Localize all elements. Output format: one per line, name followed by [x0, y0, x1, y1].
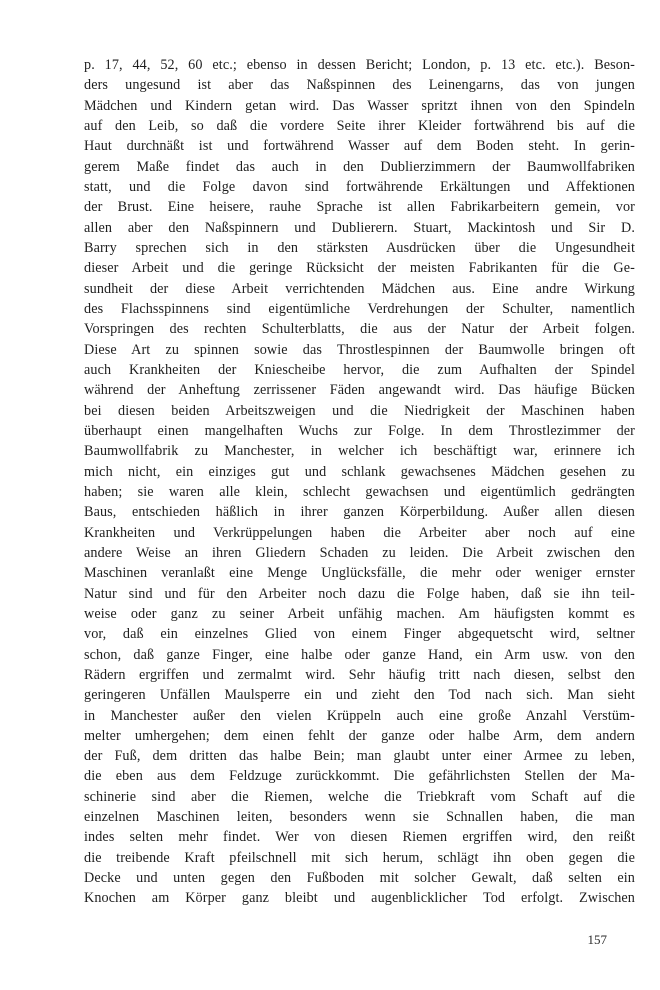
text-line: Diese Art zu spinnen sowie das Throstlespinnen der Baumwolle bringen oft — [84, 341, 635, 358]
text-line: Vorspringen des rechten Schulterblatts, die aus der Natur der Arbeit folgen. — [84, 321, 635, 338]
text-line: p. 17, 44, 52, 60 etc.; ebenso in dessen Bericht; London, p. 13 etc. etc.). Beson- — [84, 57, 635, 73]
text-line: in Manchester außer den vielen Krüppeln auch eine große Anzahl Verstüm- — [84, 707, 635, 724]
text-line: der Brust. Eine heisere, rauhe Sprache ist allen Fabrikarbeitern gemein, vor — [84, 199, 635, 216]
text-line: sundheit der diese Arbeit verrichtenden Mädchen aus. Eine andre Wirkung — [84, 280, 635, 297]
text-line: haben; sie waren alle klein, schlecht gewachsen und eigentümlich gedrängten — [84, 483, 635, 500]
text-block — [84, 55, 635, 909]
text-line: ders ungesund ist aber das Naßspinnen des Leinengarns, das von jungen — [84, 77, 635, 94]
text-line: vor, daß ein einzelnes Glied von einem Finger abgequetscht wird, seltner — [84, 626, 635, 643]
text-line: allen aber den Naßspinnern und Dublierern. Stuart, Mackintosh und Sir D. — [84, 219, 635, 236]
text-line: während der Anheftung zerrissener Fäden angewandt wird. Das häufige Bücken — [84, 382, 635, 399]
text-line: melter umhergehen; dem einen fehlt der ganze oder halbe Arm, dem andern — [84, 727, 635, 744]
text-line: andere Weise an ihren Gliedern Schaden zu leiden. Die Arbeit zwischen den — [84, 544, 635, 561]
text-line: einzelnen Maschinen leiten, besonders wenn sie Schnallen haben, die man — [84, 809, 635, 826]
text-line: Rädern ergriffen und zermalmt wird. Sehr häufig tritt nach diesen, selbst den — [84, 666, 635, 683]
text-line: weise oder ganz zu seiner Arbeit unfähig machen. Am häufigsten kommt es — [84, 605, 635, 622]
text-line: schon, daß ganze Finger, eine halbe oder ganze Hand, ein Arm usw. von den — [84, 646, 635, 663]
text-line: geringeren Unfällen Maulsperre ein und zieht den Tod nach sich. Man sieht — [84, 687, 635, 704]
text-line: des Flachsspinnens sind eigentümliche Verdrehungen der Schulter, namentlich — [84, 300, 635, 317]
text-line: Baumwollfabrik zu Manchester, in welcher ich beschäftigt war, erinnere ich — [84, 443, 635, 460]
text-line: Mädchen und Kindern getan wird. Das Wasser spritzt ihnen von den Spindeln — [84, 97, 635, 114]
text-line: überhaupt einen mangelhaften Wuchs zur Folge. In dem Throstlezimmer der — [84, 422, 635, 439]
text-line: bei diesen beiden Arbeitszweigen und die Niedrigkeit der Maschinen haben — [84, 402, 635, 419]
text-line: Krankheiten und Verkrüppelungen haben die Arbeiter aber noch auf eine — [84, 524, 635, 541]
text-line: mich nicht, ein einziges gut und schlank gewachsenes Mädchen gesehen zu — [84, 463, 635, 480]
text-line: Barry sprechen sich in den stärksten Ausdrücken über die Ungesundheit — [84, 239, 635, 256]
text-line: dieser Arbeit und die geringe Rücksicht der meisten Fabrikanten für die Ge- — [84, 260, 635, 277]
text-line: die eben aus dem Feldzuge zurückkommt. Die gefährlichsten Stellen der Ma- — [84, 768, 635, 785]
text-line: Decke und unten gegen den Fußboden mit solcher Gewalt, daß selten ein — [84, 870, 635, 887]
text-line: Knochen am Körper ganz bleibt und augenblicklicher Tod erfolgt. Zwischen — [84, 890, 635, 907]
text-line: Haut durchnäßt ist und fortwährend Wasser auf dem Boden steht. In gerin- — [84, 138, 635, 155]
text-line: auch Krankheiten der Kniescheibe hervor, die zum Aufhalten der Spindel — [84, 361, 635, 378]
text-line: auf den Leib, so daß die vordere Seite ihrer Kleider fortwährend bis auf die — [84, 117, 635, 134]
page-number: 157 — [587, 932, 607, 947]
text-line: Maschinen veranlaßt eine Menge Unglücksfälle, die mehr oder weniger ernster — [84, 565, 635, 582]
text-line: Natur sind und für den Arbeiter noch dazu die Folge haben, daß sie ihn teil- — [84, 585, 635, 602]
text-line: indes selten mehr findet. Wer von diesen Riemen ergriffen wird, den reißt — [84, 829, 635, 846]
text-line: die treibende Kraft pfeilschnell mit sich herum, schlägt ihn oben gegen die — [84, 849, 635, 866]
text-line: gerem Maße findet das auch in den Dublierzimmern der Baumwollfabriken — [84, 158, 635, 175]
text-line: statt, und die Folge davon sind fortwährende Erkältungen und Affektionen — [84, 178, 635, 195]
text-line: der Fuß, dem dritten das halbe Bein; man glaubt unter einer Armee zu leben, — [84, 748, 635, 765]
text-line: Baus, entschieden häßlich in ihrer ganzen Körperbildung. Außer allen diesen — [84, 504, 635, 521]
text-line: schinerie sind aber die Riemen, welche die Triebkraft vom Schaft auf die — [84, 788, 635, 805]
